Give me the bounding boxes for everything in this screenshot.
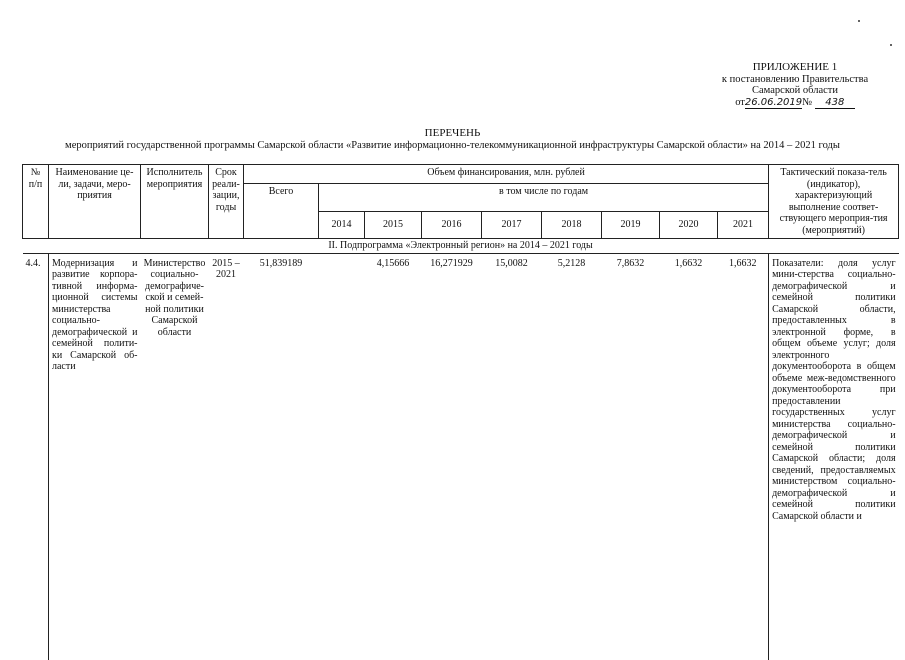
header-year-2016: 2016 — [422, 212, 482, 239]
row-value-2021: 1,6632 — [729, 257, 757, 269]
number-prefix: № — [802, 96, 813, 108]
header-term: Срок реали-зации, годы — [209, 165, 244, 239]
header-year-2019: 2019 — [602, 212, 660, 239]
header-year-2014: 2014 — [319, 212, 365, 239]
appendix-header — [700, 62, 890, 109]
header-year-2015: 2015 — [365, 212, 422, 239]
document-subtitle: мероприятий государственной программы Самарской области «Развитие информационно-телекоммуникационной инфраструктуры Самарской области» на 2014 – 2021 годы — [65, 140, 840, 151]
row-index: 4.4. — [23, 253, 49, 660]
header-num: № п/п — [23, 165, 49, 239]
header-indicator: Тактический показа-тель (индикатор), характеризующий выполнение соответ-ствующего мероприя-тия (мероприятий) — [769, 165, 899, 239]
program-table — [22, 164, 899, 660]
row-value-2020: 1,6632 — [674, 257, 703, 269]
row-value-2014 — [319, 253, 365, 660]
date-prefix: от — [735, 96, 745, 108]
table-row — [23, 253, 899, 660]
scan-speck — [858, 20, 860, 22]
appendix-title: ПРИЛОЖЕНИЕ 1 — [752, 61, 838, 73]
row-executor: Министерство социально-демографиче-ской и семей-ной политики Самарской области — [143, 257, 206, 338]
header-year-2018: 2018 — [542, 212, 602, 239]
row-value-2017: 15,0082 — [495, 257, 528, 269]
row-value-2016: 16,271929 — [430, 257, 473, 269]
date-value: 26.06.2019 — [744, 96, 803, 108]
header-by-years: в том числе по годам — [319, 184, 769, 212]
header-year-2020: 2020 — [660, 212, 718, 239]
row-name: Модернизация и развитие корпора-тивной информа-ционной системы министерства социально-демографической и семейной полити-ки Самарской об-ласти — [52, 257, 138, 372]
header-total: Всего — [244, 184, 319, 239]
number-value: 438 — [815, 97, 855, 110]
header-name: Наименование це-ли, задачи, меро-приятия — [49, 165, 141, 239]
document-title: ПЕРЕЧЕНЬ — [424, 127, 481, 139]
scan-speck — [890, 44, 892, 46]
row-value-2015: 4,15666 — [376, 257, 410, 269]
appendix-line-1: к постановлению Правительства — [721, 73, 869, 85]
appendix-line-2: Самарской области — [752, 85, 838, 96]
appendix-date-line — [700, 97, 890, 110]
row-total: 51,839189 — [259, 257, 303, 269]
row-term: 2015 – 2021 — [212, 257, 240, 280]
row-indicators: Показатели: доля услуг мини-стерства социально-демографической и семейной политики Самарской области, предоставленных в электронной форме, в общем объеме услуг; доля электронного документооборота в общем объеме меж-ведомственного документооборота при предоставлении государственных услуг министерства социально-демографической и семейной политики Самарской области; доля сведений, предоставляемых министерством социально-демографической и семейной политики Самарской области и — [769, 253, 899, 660]
header-funding: Объем финансирования, млн. рублей — [244, 165, 769, 184]
header-executor: Исполнитель мероприятия — [141, 165, 209, 239]
header-year-2017: 2017 — [482, 212, 542, 239]
header-year-2021: 2021 — [718, 212, 769, 239]
row-value-2018: 5,2128 — [557, 257, 586, 269]
subprogram-heading: II. Подпрограмма «Электронный регион» на 2014 – 2021 годы — [23, 239, 899, 254]
row-value-2019: 7,8632 — [616, 257, 645, 269]
